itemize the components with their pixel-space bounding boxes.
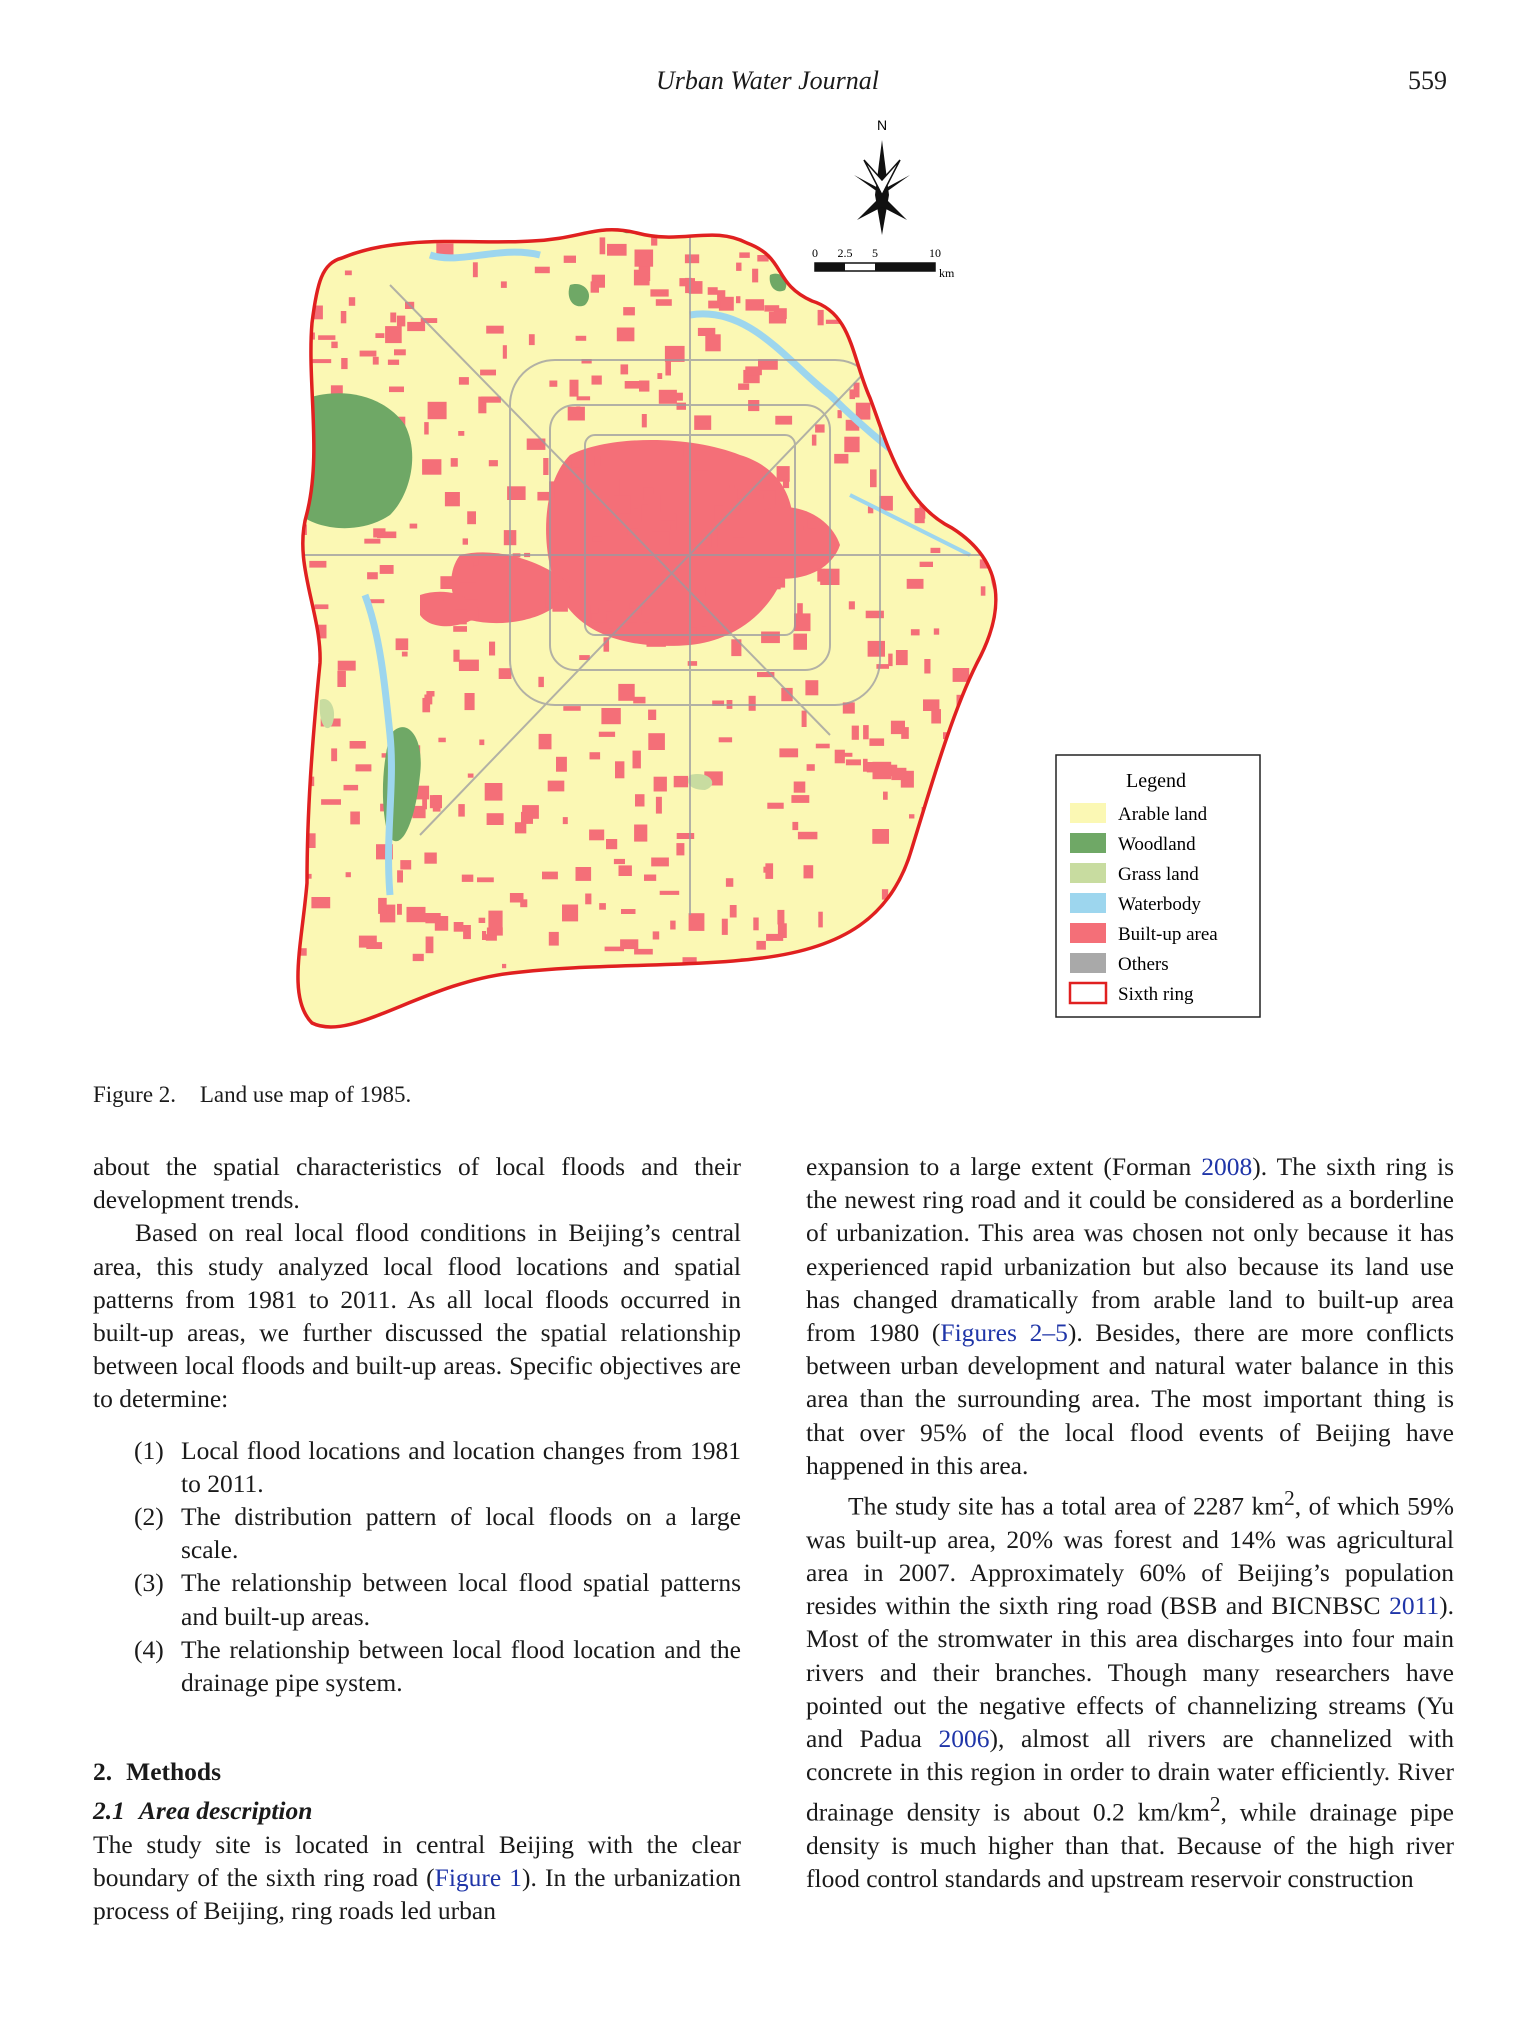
scale-tick-2: 5 xyxy=(872,246,878,260)
list-item: (2) The distribution pattern of local floods on a large scale. xyxy=(134,1502,741,1565)
legend-label: Grass land xyxy=(1118,864,1199,885)
north-arrow xyxy=(854,117,910,235)
right-paragraph-1: expansion to a large extent (Forman 2008). The sixth ring is the newest ring road and it could be considered as a borderline of urbanization. This area was chosen not only because it has experienced rapid urbanization but also because its land use has changed dramatically from arable land to built-up area from 1980 (Figures 2–5). Besides, there are more conflicts between urban development and natural water balance in this area than the surrounding area. The most important thing is that over 95% of the local flood events of Beijing have happened in this area. xyxy=(806,1152,1455,1480)
left-paragraph-3: The study site is located in central Beijing with the clear boundary of the sixth ring road (Figure 1). In the urbanization process of Beijing, ring roads led urban xyxy=(93,1829,741,1926)
yu-padua-2006-link[interactable]: 2006 xyxy=(938,1723,990,1753)
left-column xyxy=(93,1150,741,1927)
map-legend xyxy=(1056,755,1260,1017)
caption-text: Land use map of 1985. xyxy=(199,1082,412,1107)
legend-swatch xyxy=(1070,803,1106,823)
journal-title: Urban Water Journal xyxy=(656,66,879,95)
list-item: (3) The relationship between local flood spatial patterns and built-up areas. xyxy=(134,1568,741,1631)
scale-bar xyxy=(812,246,955,280)
figures-2-5-link[interactable]: Figures 2–5 xyxy=(940,1318,1068,1348)
legend-swatch xyxy=(1070,833,1106,853)
legend-label: Woodland xyxy=(1118,834,1196,855)
objectives-list xyxy=(93,1434,741,1700)
figure-1-link[interactable]: Figure 1 xyxy=(434,1862,523,1892)
legend-title: Legend xyxy=(1126,770,1186,792)
scale-unit: km xyxy=(939,266,955,280)
list-item: (4) The relationship between local flood location and the drainage pipe system. xyxy=(134,1634,741,1698)
bsb-2011-link[interactable]: 2011 xyxy=(1389,1591,1440,1621)
land-use-map xyxy=(270,117,1270,1035)
legend-label: Built-up area xyxy=(1118,924,1218,945)
legend-label: Others xyxy=(1118,954,1169,975)
legend-swatch xyxy=(1070,983,1106,1003)
legend-swatch xyxy=(1070,893,1106,913)
list-item: (1) Local flood locations and location changes from 1981 to 2011. xyxy=(134,1435,741,1498)
subsection-heading: 2.1 Area description xyxy=(93,1796,313,1826)
section-heading: 2. Methods xyxy=(93,1757,222,1787)
left-paragraph-2: Based on real local flood conditions in Beijing’s central area, this study analyzed local flood locations and spatial patterns from 1981 to 2011. As all local floods occurred in built-up areas, we further discussed the spatial relationship between local floods and built-up areas. Specific objectives are to determine: xyxy=(93,1218,741,1414)
legend-swatch xyxy=(1070,863,1106,883)
legend-label: Sixth ring xyxy=(1118,984,1194,1005)
figure-caption xyxy=(93,1082,411,1108)
page-number: 559 xyxy=(1408,66,1447,95)
right-column xyxy=(806,1150,1454,1895)
right-paragraph-2: The study site has a total area of 2287 $km^2$, of which 59% was built-up area, 20% was forest and 14% was agricultural area in 2007. Approximately 60% of Beijing’s population resides within the sixth ring road (BSB and BICNBSC 2011). Most of the stromwater in this area discharges into four main rivers and their branches. Though many researchers have pointed out the negative effects of channelizing streams (Yu and Padua 2006), almost all rivers are channelized with concrete in this region in order to drain water efficiently. River drainage density is about 0.2 $km/km^2$, while drainage pipe density is much higher than that. Because of the high river flood control standards and upstream reservoir construction xyxy=(806,1486,1454,1894)
scale-tick-0: 0 xyxy=(812,246,818,260)
legend-swatch xyxy=(1070,923,1106,943)
legend-label: Waterbody xyxy=(1118,894,1201,915)
forman-2008-link[interactable]: 2008 xyxy=(1201,1152,1253,1181)
land-use-map-figure xyxy=(270,117,1270,1035)
caption-number: Figure 2. xyxy=(93,1082,177,1107)
page-header xyxy=(0,66,1535,106)
scale-tick-3: 10 xyxy=(929,246,941,260)
left-paragraph-1: about the spatial characteristics of local floods and their development trends. xyxy=(93,1152,741,1215)
north-label: N xyxy=(876,117,888,133)
legend-label: Arable land xyxy=(1118,804,1208,825)
legend-swatch xyxy=(1070,953,1106,973)
scale-tick-1: 2.5 xyxy=(837,246,853,260)
